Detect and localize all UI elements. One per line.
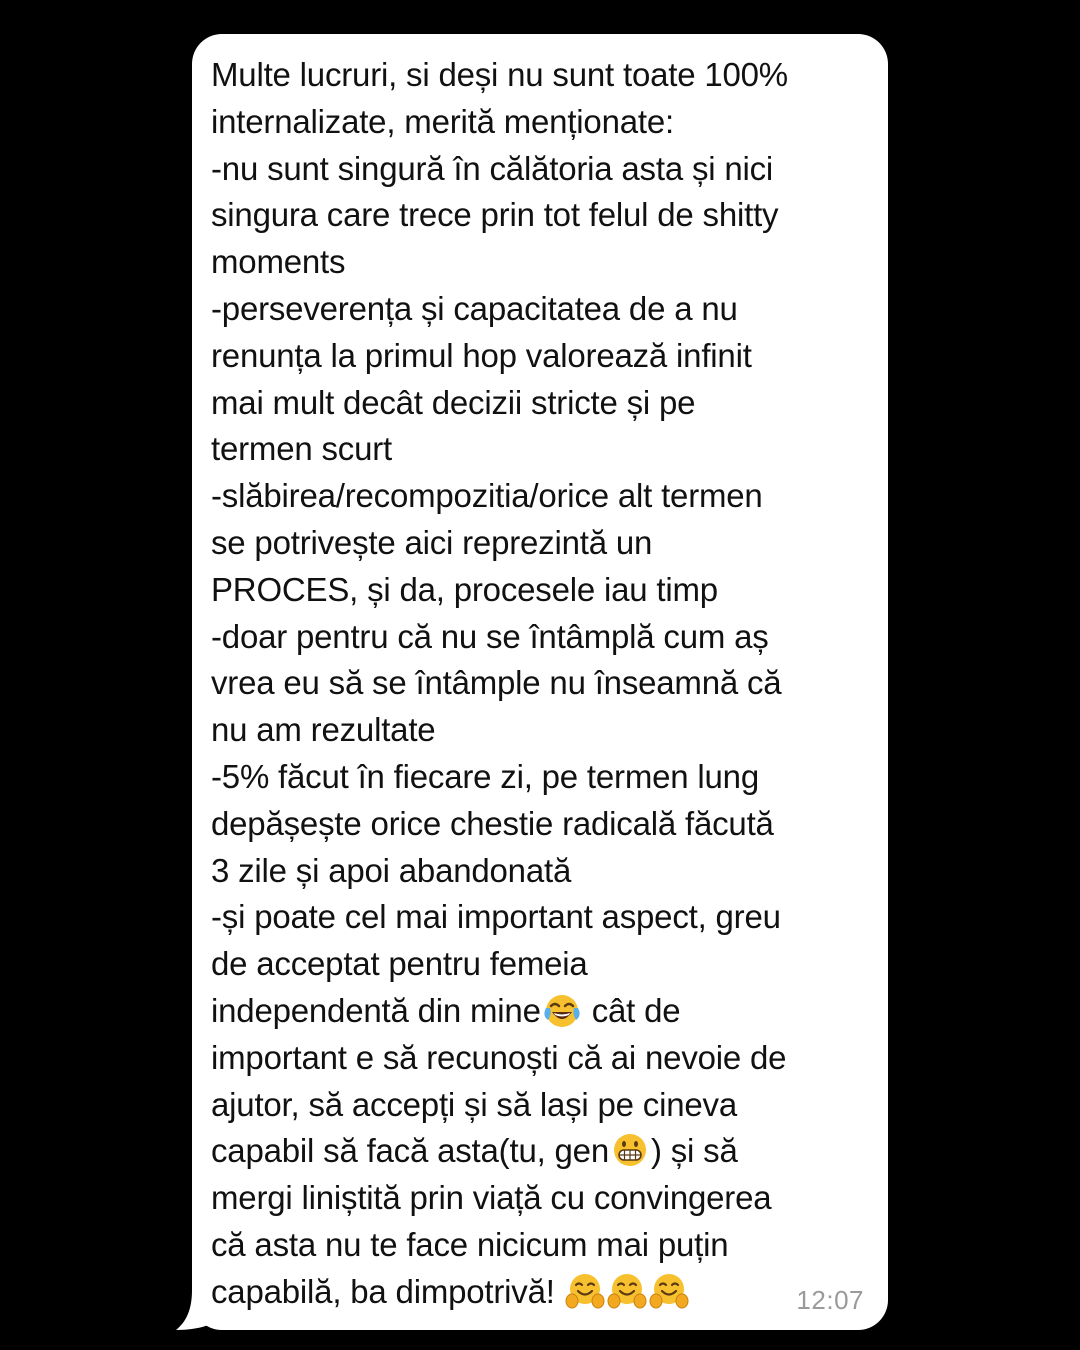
message-line: PROCES, și da, procesele iau timp <box>211 570 718 608</box>
message-line-part: capabilă, ba dimpotrivă! <box>211 1272 564 1310</box>
message-line <box>211 1128 881 1175</box>
message-line: depășește orice chestie radicală făcută <box>211 804 774 842</box>
grimacing-face-icon <box>610 1130 650 1170</box>
message-line-part: ) și să <box>651 1132 738 1170</box>
message-line: -5% făcut în fiecare zi, pe termen lung <box>211 757 759 795</box>
message-line: -nu sunt singură în călătoria asta și nici <box>211 149 774 187</box>
message-line: de acceptat pentru femeia <box>211 945 588 983</box>
message-line: vrea eu să se întâmple nu înseamnă că <box>211 664 782 702</box>
message-line: mai mult decât decizii stricte și pe <box>211 383 696 421</box>
message-line: renunța la primul hop valorează infinit <box>211 336 752 374</box>
hugging-face-icon <box>565 1271 605 1311</box>
message-line: moments <box>211 243 346 281</box>
message-line: nu am rezultate <box>211 711 436 749</box>
message-text <box>211 52 881 1316</box>
message-bubble[interactable] <box>192 34 888 1330</box>
message-line: singura care trece prin tot felul de shitty <box>211 196 779 234</box>
message-line: Multe lucruri, si deși nu sunt toate 100% <box>211 56 788 93</box>
message-line: -perseverența și capacitatea de a nu <box>211 289 738 327</box>
message-line: -doar pentru că nu se întâmplă cum aș <box>211 617 769 655</box>
message-line: internalizate, merită menționate: <box>211 102 674 140</box>
message-line: important e să recunoști că ai nevoie de <box>211 1038 787 1076</box>
hugging-face-icon <box>607 1271 647 1311</box>
message-line: se potrivește aici reprezintă un <box>211 523 653 561</box>
message-line <box>211 988 881 1035</box>
face-with-tears-of-joy-icon <box>542 990 582 1030</box>
hugging-face-icon <box>649 1271 689 1311</box>
message-timestamp: 12:07 <box>796 1285 864 1315</box>
message-line <box>211 1269 881 1316</box>
message-line: că asta nu te face nicicum mai puțin <box>211 1225 729 1263</box>
message-line: -și poate cel mai important aspect, greu <box>211 898 781 936</box>
message-line-part: cât de <box>582 991 681 1029</box>
message-line-part: capabil să facă asta(tu, gen <box>211 1132 609 1170</box>
message-line: ajutor, să accepți și să lași pe cineva <box>211 1085 737 1123</box>
message-line: termen scurt <box>211 430 392 468</box>
message-line-part: independentă din mine <box>211 991 541 1029</box>
message-line: mergi liniștită prin viață cu convingerea <box>211 1179 772 1217</box>
message-line: 3 zile și apoi abandonată <box>211 851 572 889</box>
message-line: -slăbirea/recompozitia/orice alt termen <box>211 477 763 515</box>
